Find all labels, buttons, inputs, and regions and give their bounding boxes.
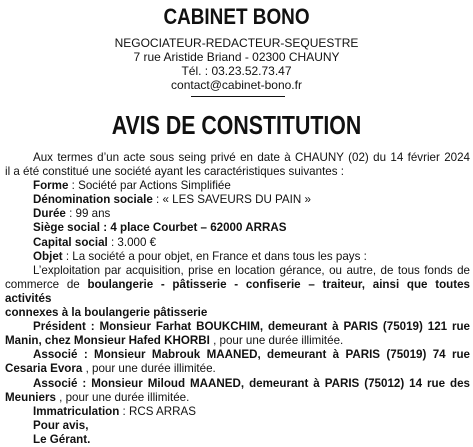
associe-2-duration: , pour une durée illimitée. xyxy=(55,390,190,404)
header-divider xyxy=(191,96,285,97)
closing-pour-avis: Pour avis, xyxy=(33,418,89,432)
immatriculation-label: Immatriculation xyxy=(33,404,120,418)
associe-1-line-1: Associé : Monsieur Mabrouk MAANED, demeurant à PARIS (75019) 74 rue xyxy=(33,348,470,362)
capital-label: Capital social xyxy=(33,235,108,249)
notice-body xyxy=(5,151,470,447)
siege-row xyxy=(5,221,470,235)
president-address-end: Manin, chez Monsieur Hafed KHORBI xyxy=(5,334,210,348)
siege-value: : 4 place Courbet – 62000 ARRAS xyxy=(100,221,287,235)
closing-signature: Le Gérant. xyxy=(33,432,91,446)
associe-2-line-1: Associé : Monsieur Miloud MAANED, demeurant à PARIS (75012) 14 rue des xyxy=(33,376,470,390)
duree-row xyxy=(5,207,470,221)
objet-activities: boulangerie - pâtisserie - confiserie – traiteur, ainsi que toutes activités xyxy=(5,277,470,305)
intro-line-2: il a été constitué une société ayant les caractéristiques suivantes : xyxy=(5,165,344,179)
associe-2-line-2 xyxy=(5,391,470,405)
objet-line-3: connexes à la boulangerie pâtisserie xyxy=(5,306,208,320)
cabinet-roles: NEGOCIATEUR-REDACTEUR-SEQUESTRE xyxy=(114,36,359,50)
siege-label: Siège social xyxy=(33,221,101,235)
objet-line-1: L’exploitation par acquisition, prise en location gérance, ou autre, de tous fonds de xyxy=(33,263,470,277)
notice-title: AVIS DE CONSTITUTION xyxy=(111,110,362,140)
cabinet-phone: Tél. : 03.23.52.73.47 xyxy=(181,64,292,78)
intro-line-1: Aux termes d’un acte sous seing privé en date à CHAUNY (02) du 14 février 2024 xyxy=(33,151,470,164)
denomination-value: : « LES SAVEURS DU PAIN » xyxy=(152,193,311,207)
cabinet-email: contact@cabinet-bono.fr xyxy=(171,78,302,92)
duree-label: Durée xyxy=(33,207,66,221)
objet-value: : La société a pour objet, en France et dans tous les pays : xyxy=(62,249,367,263)
objet-row xyxy=(5,250,470,264)
president-line-1 xyxy=(5,320,470,334)
objet-line-2-lead: commerce de xyxy=(5,277,88,291)
forme-row xyxy=(5,179,470,193)
associe-1-duration: , pour une durée illimitée. xyxy=(82,362,216,376)
immatriculation-value: : RCS ARRAS xyxy=(119,404,196,418)
cabinet-address: 7 rue Aristide Briand - 02300 CHAUNY xyxy=(133,50,340,64)
denomination-label: Dénomination sociale xyxy=(33,193,153,207)
associe-2-address-end: Meuniers xyxy=(5,390,56,404)
president-line-2 xyxy=(5,334,470,348)
capital-row xyxy=(5,236,470,250)
denomination-row xyxy=(5,193,470,207)
president-duration: , pour une durée illimitée. xyxy=(209,334,344,348)
associe-1-address-end: Cesaria Evora xyxy=(5,362,83,376)
cabinet-name: CABINET BONO xyxy=(163,4,310,29)
immatriculation-row xyxy=(5,405,470,419)
objet-line-2 xyxy=(5,278,470,306)
president-value: : Monsieur Farhat BOUKCHIM, demeurant à PARIS (75019) 121 rue xyxy=(85,320,470,334)
objet-label: Objet xyxy=(33,249,63,263)
president-label: Président xyxy=(33,320,86,334)
associe-1-line-2 xyxy=(5,362,470,376)
capital-value: : 3.000 € xyxy=(107,235,157,249)
forme-label: Forme xyxy=(33,179,69,193)
forme-value: : Société par Actions Simplifiée xyxy=(68,179,231,193)
duree-value: : 99 ans xyxy=(65,207,111,221)
